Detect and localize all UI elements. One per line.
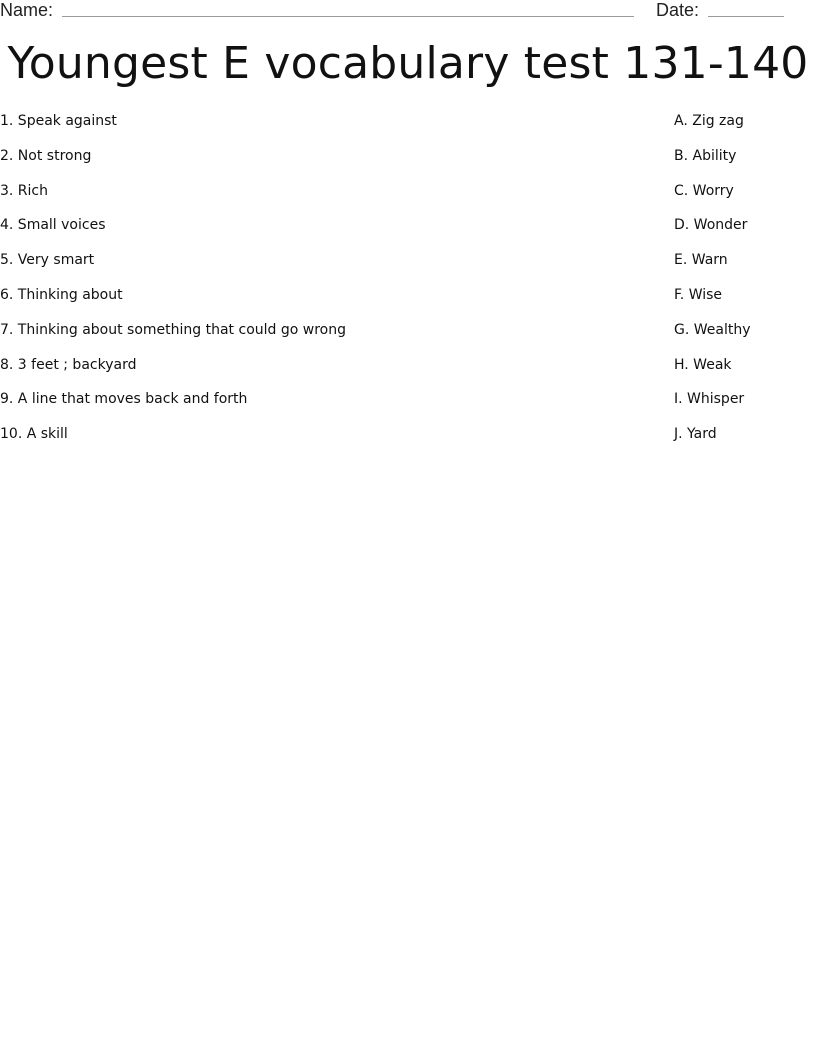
clue-item: 10. A skill [0,426,68,443]
clue-item: 3. Rich [0,182,48,199]
answer-item: J. Yard [674,426,717,443]
name-label: Name: [0,0,54,20]
answer-item: D. Wonder [674,217,748,234]
clue-item: 4. Small voices [0,217,106,234]
answer-item: G. Wealthy [674,321,751,338]
worksheet-header [0,0,816,24]
answer-item: C. Worry [674,182,734,199]
answer-item: F. Wise [674,286,723,303]
clue-item: 6. Thinking about [0,286,123,303]
answer-item: I. Whisper [674,391,745,408]
answer-item: B. Ability [674,147,737,164]
clue-item: 2. Not strong [0,147,92,164]
clue-item: 7. Thinking about something that could go wrong [0,321,346,338]
clue-list [0,111,640,459]
page-title: Youngest E vocabulary test 131-140 [7,38,809,89]
clue-item: 9. A line that moves back and forth [0,391,248,408]
clue-item: 8. 3 feet ; backyard [0,356,137,373]
clue-item: 5. Very smart [0,252,95,269]
answer-item: E. Warn [674,252,728,269]
answer-item: A. Zig zag [674,113,744,129]
name-blank-line [62,16,634,17]
answer-item: H. Weak [674,356,732,373]
clue-item: 1. Speak against [0,113,117,129]
date-label: Date: [656,0,700,20]
date-blank-line [708,16,784,17]
answer-list [674,111,814,459]
